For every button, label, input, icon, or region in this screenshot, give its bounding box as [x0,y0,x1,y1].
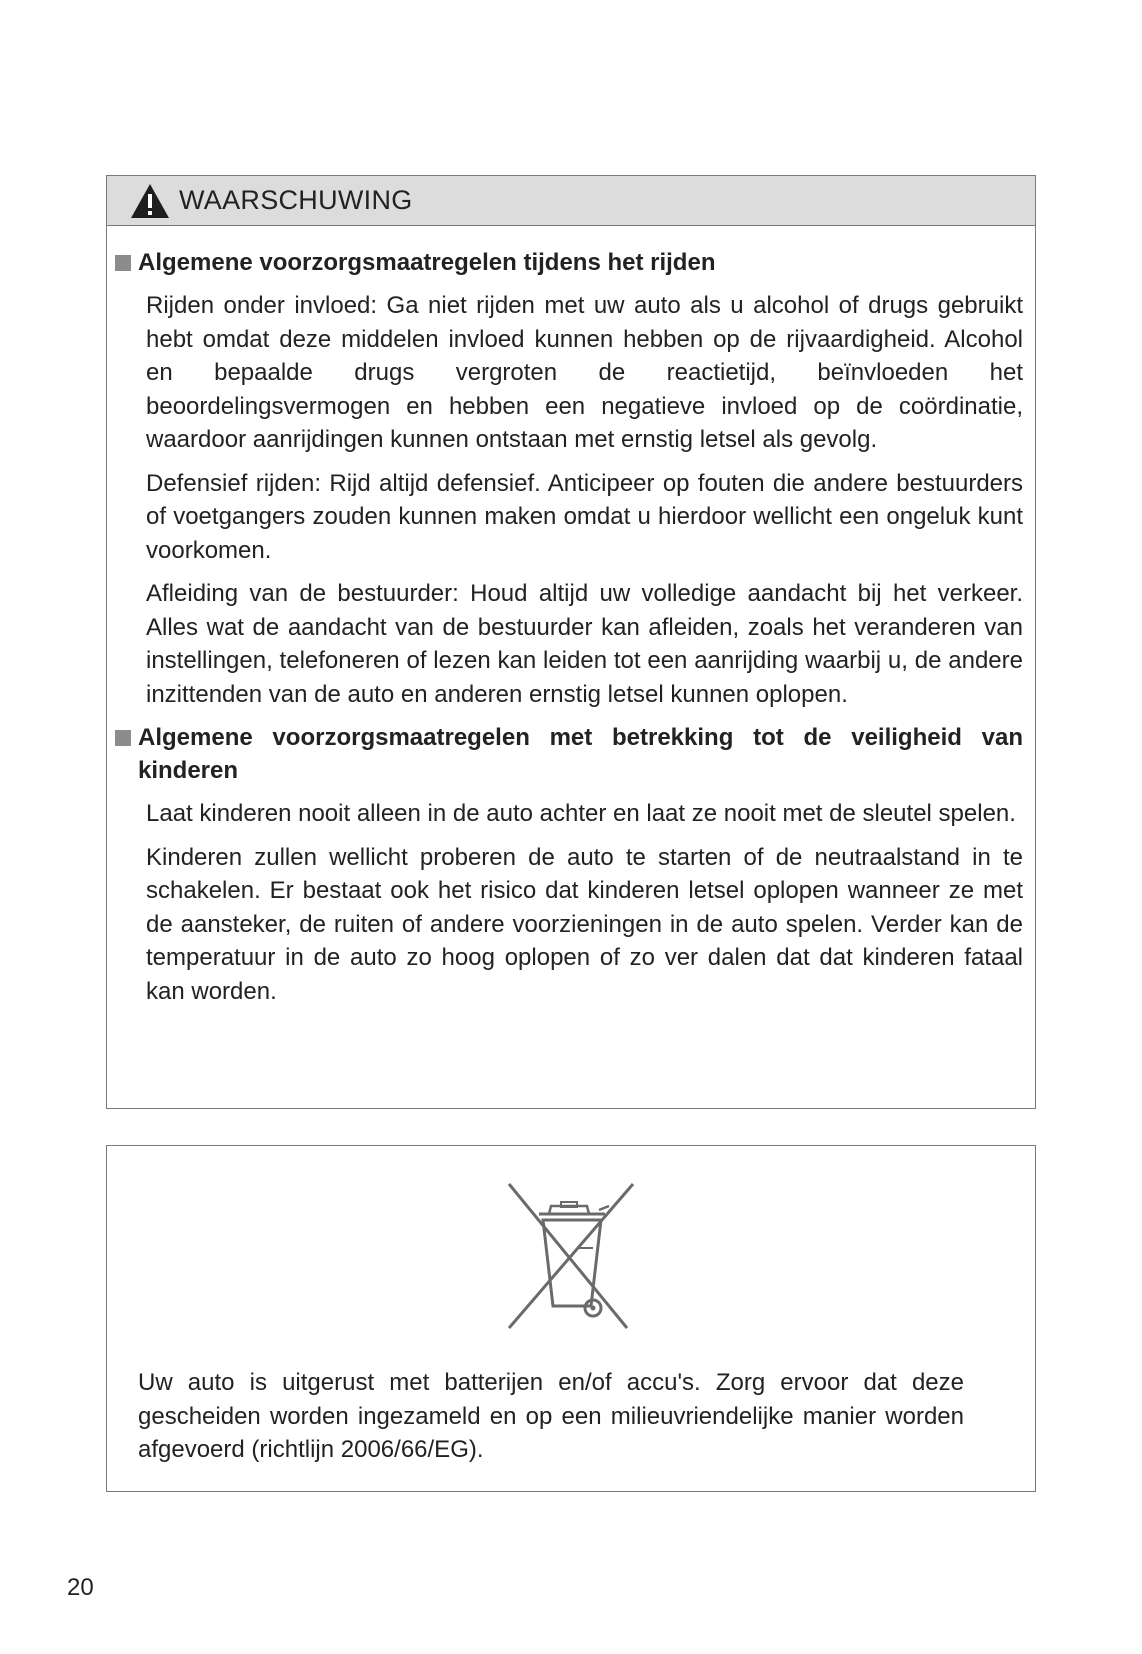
recycling-box [106,1145,1036,1492]
section-heading-driving [115,246,1023,279]
warning-body [107,226,1035,1008]
page-number: 20 [67,1574,94,1601]
paragraph-children-risks: Kinderen zullen wellicht proberen de auto te starten of de neutraalstand in te schakelen. Er bestaat ook het risico dat kinderen letsel oplopen wanneer ze met de aansteker, de ruiten of andere voorzieningen in de auto spelen. Verder kan de temperatuur in de auto zo hoog oplopen of zo ver dalen dat dat kinderen fataal kan worden. [146,843,1023,1005]
warning-triangle-icon [129,182,171,220]
section-heading-children [115,721,1023,787]
paragraph-driving-influence: Rijden onder invloed: Ga niet rijden met uw auto als u alcohol of drugs gebruikt hebt omdat deze middelen invloed kunnen hebben op de rijvaardigheid. Alcohol en bepaalde drugs vergroten de reactietijd, beïnvloeden het beoordelingsvermogen en hebben een negatieve invloed op de coördinatie, waardoor aanrijdingen kunnen ontstaan met ernstig letsel als gevolg. [146,292,1023,453]
section-heading-text: Algemene voorzorgsmaatregelen tijdens het rijden [138,249,716,276]
crossed-out-wheelie-bin-icon [487,1166,647,1346]
recycling-text: Uw auto is uitgerust met batterijen en/of accu's. Zorg ervoor dat deze gescheiden worden ingezameld en op een milieuvriendelijke manier worden afgevoerd (richtlijn 2006/66/EG). [138,1369,964,1463]
paragraph-children-alone: Laat kinderen nooit alleen in de auto achter en laat ze nooit met de sleutel spelen. [146,800,1016,827]
section-heading-text: Algemene voorzorgsmaatregelen met betrekking tot de veiligheid van kinderen [138,724,1023,784]
paragraph-defensive-driving: Defensief rijden: Rijd altijd defensief. Anticipeer op fouten die andere bestuurders of voetgangers zouden kunnen maken omdat u hierdoor wellicht een ongeluk kunt voorkomen. [146,469,1023,564]
warning-title: WAARSCHUWING [179,185,413,215]
warning-box [106,175,1036,1109]
warning-header [107,176,1035,226]
bullet-square-icon [115,730,131,746]
paragraph-driver-distraction: Afleiding van de bestuurder: Houd altijd uw volledige aandacht bij het verkeer. Alles wat de aandacht van de bestuurder kan afleiden, zoals het veranderen van instellingen, telefoneren of lezen kan leiden tot een aanrijding waarbij u, de andere inzittenden van de auto en anderen ernstig letsel kunnen oplopen. [146,580,1023,708]
bullet-square-icon [115,255,131,271]
